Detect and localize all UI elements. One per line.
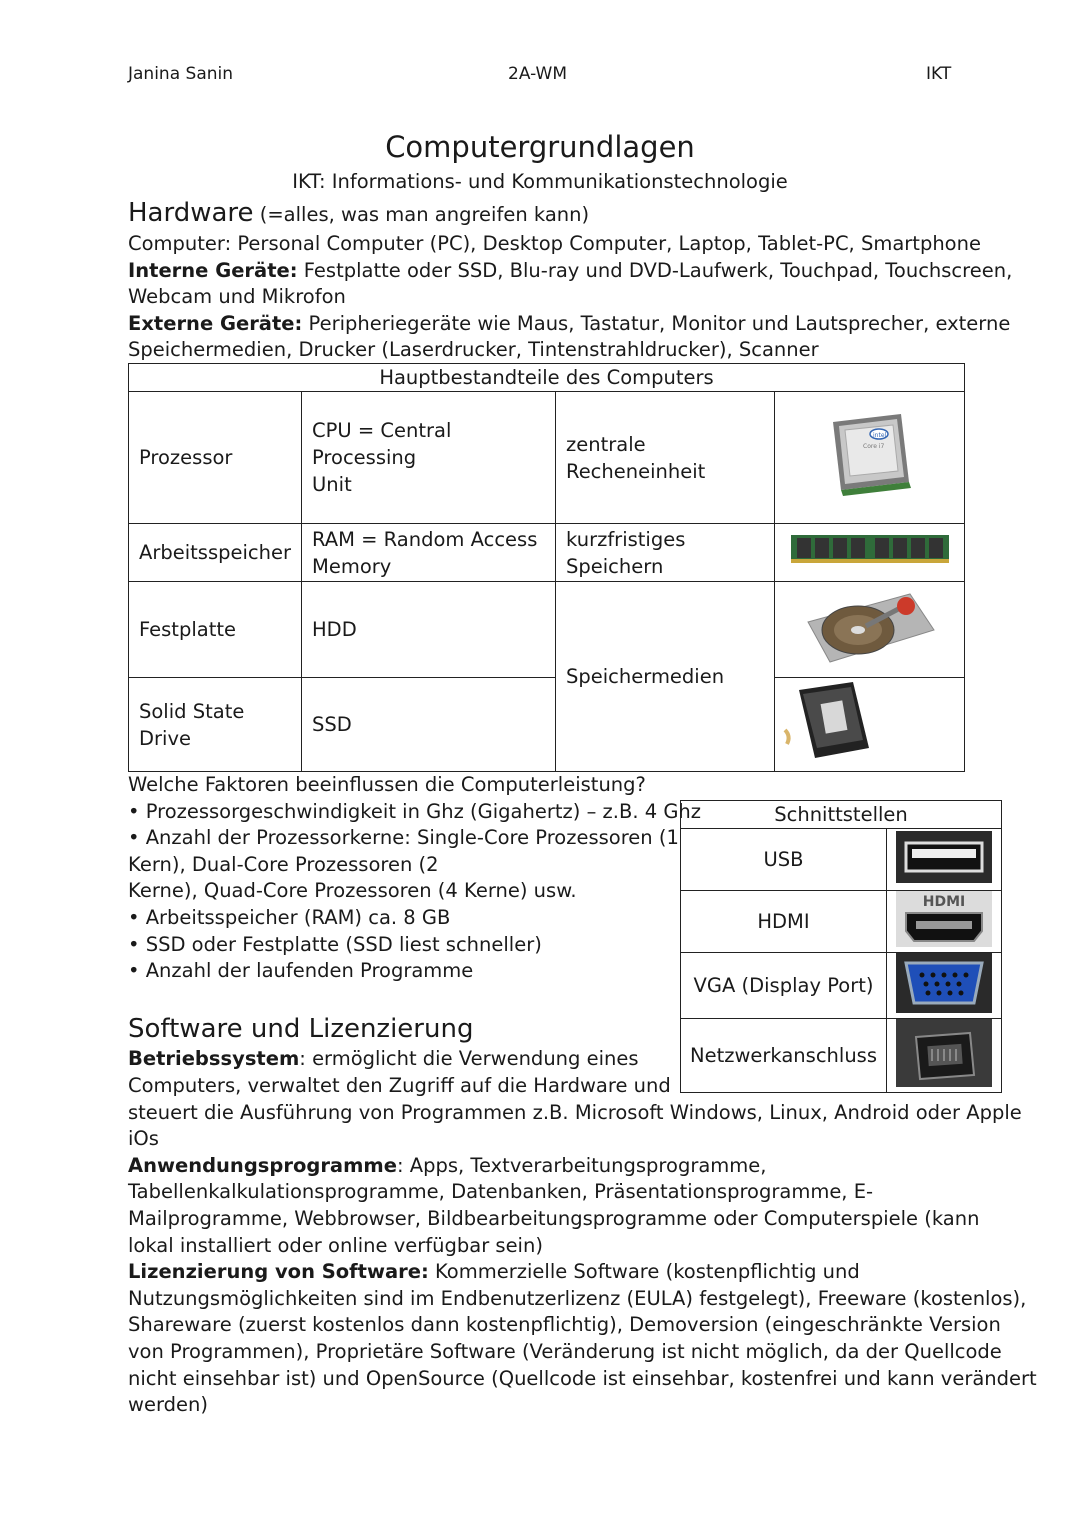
os-line-4: iOs bbox=[128, 1127, 159, 1150]
component-abbr: HDD bbox=[302, 582, 556, 678]
extern-line-2: Speichermedien, Drucker (Laserdrucker, Tintenstrahldrucker), Scanner bbox=[128, 338, 819, 361]
intern-line-2: Webcam und Mikrofon bbox=[128, 285, 346, 308]
license-label: Lizenzierung von Software: bbox=[128, 1260, 429, 1283]
intern-line bbox=[128, 258, 1012, 284]
os-line-3: steuert die Ausführung von Programmen z.B. Microsoft Windows, Linux, Android oder Apple bbox=[128, 1101, 1022, 1124]
page-subtitle: IKT: Informations- und Kommunikationstechnologie bbox=[292, 170, 788, 193]
svg-text:intel: intel bbox=[872, 432, 886, 439]
components-table bbox=[128, 363, 965, 772]
usb-port-icon bbox=[892, 829, 996, 885]
list-item: • Arbeitsspeicher (RAM) ca. 8 GB bbox=[128, 906, 451, 929]
table-row bbox=[681, 829, 1002, 891]
port-label: HDMI bbox=[681, 891, 887, 953]
extern-line bbox=[128, 311, 1010, 337]
license-line-3: Shareware (zuerst kostenlos dann kostenpflichtig), Demoversion (eingeschränkte Version bbox=[128, 1313, 1001, 1336]
component-name: Solid State Drive bbox=[129, 678, 302, 772]
port-label: USB bbox=[681, 829, 887, 891]
component-image-cell bbox=[775, 678, 965, 772]
port-label: Netzwerkanschluss bbox=[681, 1019, 887, 1093]
list-item: • SSD oder Festplatte (SSD liest schneller) bbox=[128, 933, 542, 956]
components-table-caption: Hauptbestandteile des Computers bbox=[129, 364, 965, 392]
extern-text: Peripheriegeräte wie Maus, Tastatur, Monitor und Lautsprecher, externe bbox=[302, 312, 1011, 335]
ports-table-caption: Schnittstellen bbox=[681, 801, 1002, 829]
port-image-cell bbox=[887, 891, 1002, 953]
table-row bbox=[681, 953, 1002, 1019]
table-row bbox=[681, 1019, 1002, 1093]
os-line bbox=[128, 1046, 639, 1072]
component-image-cell bbox=[775, 524, 965, 582]
port-label: VGA (Display Port) bbox=[681, 953, 887, 1019]
license-line-6: werden) bbox=[128, 1393, 208, 1416]
intern-text: Festplatte oder SSD, Blu-ray und DVD-Laufwerk, Touchpad, Touchscreen, bbox=[297, 259, 1013, 282]
header-author: Janina Sanin bbox=[128, 64, 234, 84]
hardware-heading-note: (=alles, was man angreifen kann) bbox=[253, 203, 590, 226]
table-row bbox=[129, 392, 965, 524]
list-item: Kern), Dual-Core Prozessoren (2 bbox=[128, 853, 439, 876]
ports-table bbox=[680, 800, 1002, 1093]
component-name: Arbeitsspeicher bbox=[129, 524, 302, 582]
component-abbr: SSD bbox=[302, 678, 556, 772]
computer-line: Computer: Personal Computer (PC), Desktop Computer, Laptop, Tablet-PC, Smartphone bbox=[128, 232, 981, 255]
apps-text: : Apps, Textverarbeitungsprogramme, bbox=[396, 1154, 767, 1177]
license-line-4: von Programmen), Proprietäre Software (Veränderung ist nicht möglich, da der Quellcode bbox=[128, 1340, 1002, 1363]
ssd-icon bbox=[783, 678, 875, 764]
port-image-cell bbox=[887, 1019, 1002, 1093]
port-image-cell bbox=[887, 829, 1002, 891]
component-name: Festplatte bbox=[129, 582, 302, 678]
component-desc: Speichermedien bbox=[556, 582, 775, 772]
os-label: Betriebssystem bbox=[128, 1047, 300, 1070]
ram-module-icon bbox=[789, 529, 951, 569]
table-row bbox=[129, 582, 965, 678]
apps-label: Anwendungsprogramme bbox=[128, 1154, 397, 1177]
vga-port-icon bbox=[892, 953, 996, 1013]
header-subject: IKT bbox=[926, 64, 952, 84]
hardware-heading-line bbox=[128, 200, 589, 228]
list-item: • Anzahl der Prozessorkerne: Single-Core Prozessoren (1 bbox=[128, 826, 679, 849]
component-image-cell bbox=[775, 392, 965, 524]
apps-line bbox=[128, 1153, 766, 1179]
port-image-cell bbox=[887, 953, 1002, 1019]
performance-question: Welche Faktoren beeinflussen die Computerleistung? bbox=[128, 773, 646, 796]
license-text: Kommerzielle Software (kostenpflichtig und bbox=[428, 1260, 860, 1283]
apps-line-2: Tabellenkalkulationsprogramme, Datenbanken, Präsentationsprogramme, E- bbox=[128, 1180, 874, 1203]
cpu-chip-icon bbox=[815, 404, 925, 504]
ethernet-port-icon bbox=[892, 1019, 996, 1087]
component-abbr: CPU = Central Processing Unit bbox=[302, 392, 556, 524]
table-row bbox=[129, 524, 965, 582]
page-title: Computergrundlagen bbox=[385, 130, 695, 164]
os-text: : ermöglicht die Verwendung eines bbox=[299, 1047, 639, 1070]
component-desc: kurzfristiges Speichern bbox=[556, 524, 775, 582]
apps-line-3: Mailprogramme, Webbrowser, Bildbearbeitungsprogramme oder Computerspiele (kann bbox=[128, 1207, 980, 1230]
table-row bbox=[681, 891, 1002, 953]
table-row bbox=[129, 678, 965, 772]
hdmi-logo: HDMI bbox=[922, 894, 966, 910]
component-abbr: RAM = Random Access Memory bbox=[302, 524, 556, 582]
hard-disk-icon bbox=[800, 582, 940, 670]
software-heading: Software und Lizenzierung bbox=[128, 1014, 474, 1044]
header-class: 2A-WM bbox=[508, 64, 567, 84]
hardware-heading: Hardware bbox=[128, 198, 254, 228]
license-line-2: Nutzungsmöglichkeiten sind im Endbenutzerlizenz (EULA) festgelegt), Freeware (kostenlos), bbox=[128, 1287, 1027, 1310]
license-line bbox=[128, 1259, 860, 1285]
intern-label: Interne Geräte: bbox=[128, 259, 298, 282]
license-line-5: nicht einsehbar ist) und OpenSource (Quellcode ist einsehbar, kostenfrei und kann verändert bbox=[128, 1367, 1037, 1390]
list-item: Kerne), Quad-Core Prozessoren (4 Kerne) usw. bbox=[128, 879, 577, 902]
extern-label: Externe Geräte: bbox=[128, 312, 303, 335]
apps-line-4: lokal installiert oder online verfügbar sein) bbox=[128, 1234, 543, 1257]
svg-text:Core i7: Core i7 bbox=[862, 443, 884, 450]
list-item: • Prozessorgeschwindigkeit in Ghz (Gigahertz) – z.B. 4 Ghz bbox=[128, 800, 702, 823]
component-image-cell bbox=[775, 582, 965, 678]
list-item: • Anzahl der laufenden Programme bbox=[128, 959, 474, 982]
hdmi-port-icon bbox=[892, 891, 996, 947]
component-name: Prozessor bbox=[129, 392, 302, 524]
os-line-2: Computers, verwaltet den Zugriff auf die Hardware und bbox=[128, 1074, 671, 1097]
component-desc: zentrale Recheneinheit bbox=[556, 392, 775, 524]
